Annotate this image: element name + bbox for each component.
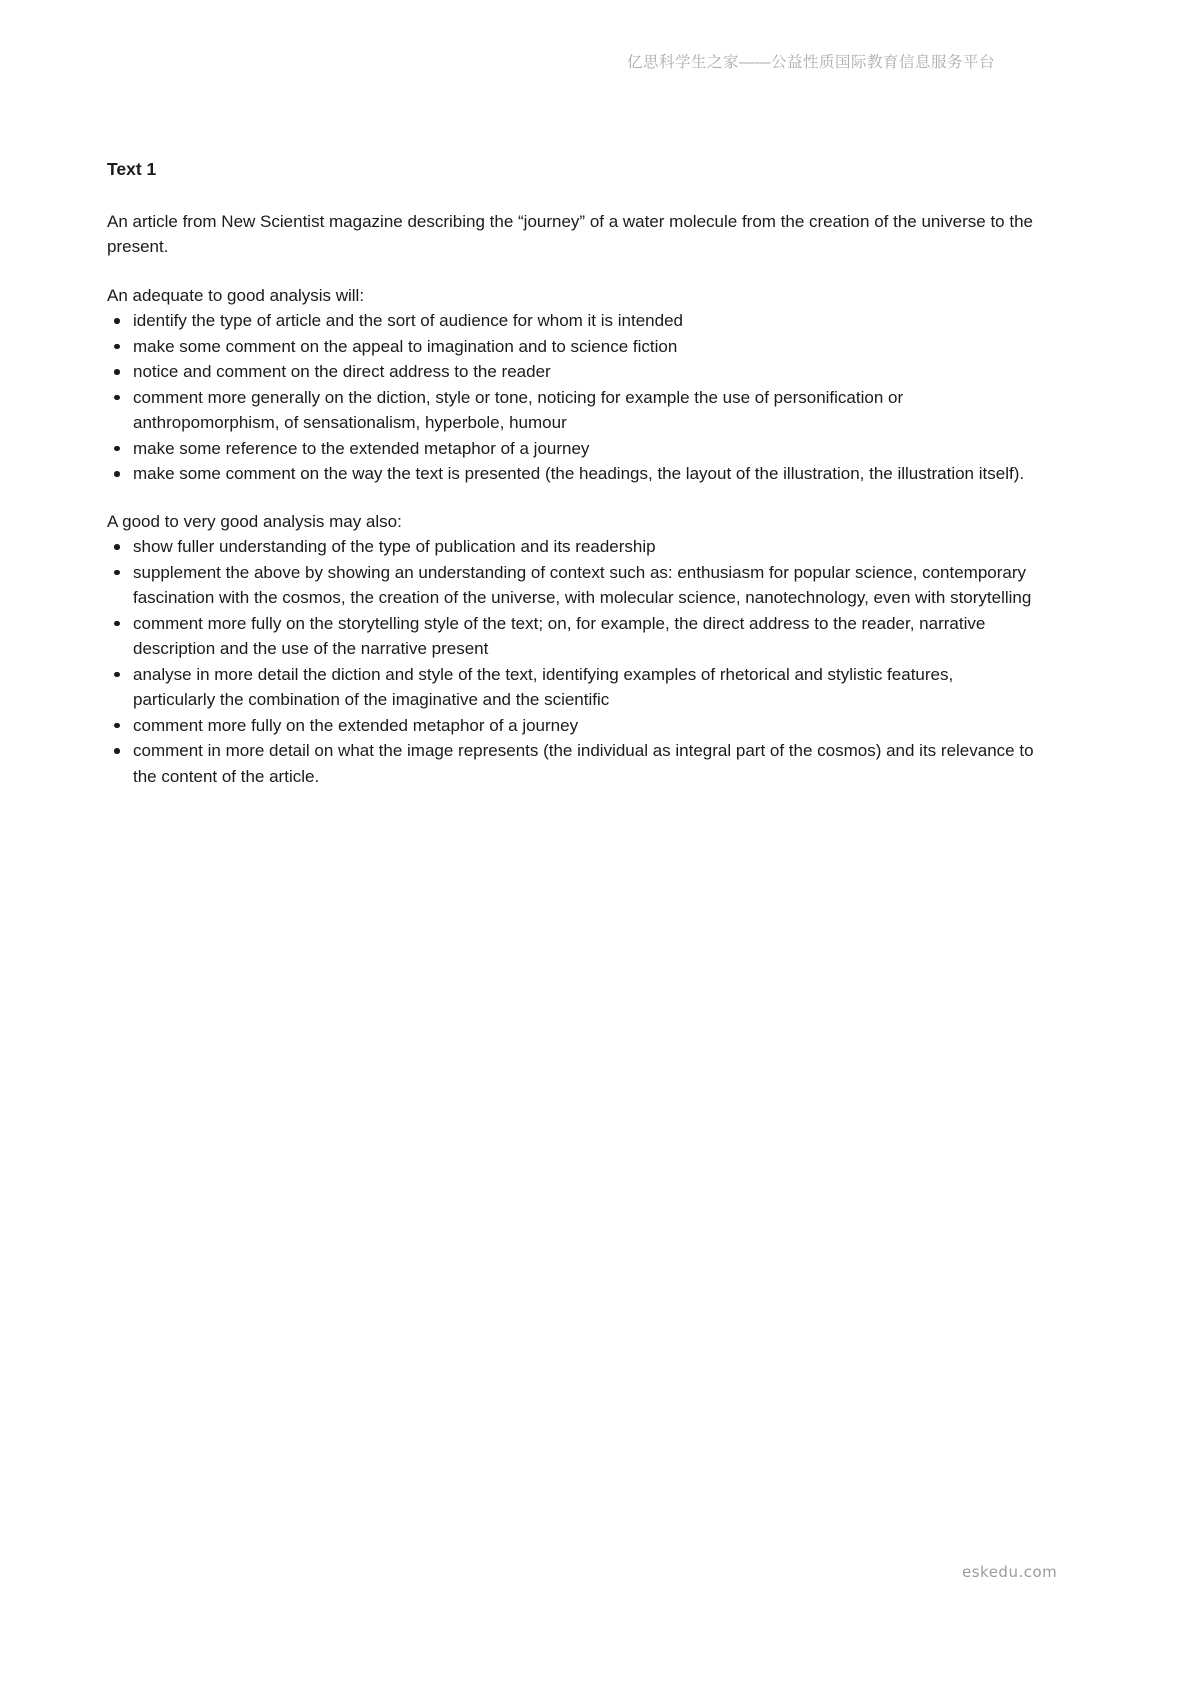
list-item: supplement the above by showing an understanding of context such as: enthusiasm for popular science, contemporary fascination with the cosmos, the creation of the universe, with molecular science, nanotechnology, even with storytelling — [107, 560, 1037, 611]
bullet-list — [107, 308, 1037, 487]
list-item: make some reference to the extended metaphor of a journey — [107, 436, 1037, 462]
section-heading: An adequate to good analysis will: — [107, 285, 365, 305]
section-good-to-very-good — [107, 509, 1037, 790]
list-item: identify the type of article and the sort of audience for whom it is intended — [107, 308, 1037, 334]
list-item: analyse in more detail the diction and style of the text, identifying examples of rhetorical and stylistic features, particularly the combination of the imaginative and the scientific — [107, 662, 1037, 713]
list-item: make some comment on the appeal to imagination and to science fiction — [107, 334, 1037, 360]
list-item: show fuller understanding of the type of publication and its readership — [107, 534, 1037, 560]
page-title: Text 1 — [107, 159, 157, 179]
section-adequate-to-good — [107, 283, 1037, 487]
list-item: comment more fully on the extended metaphor of a journey — [107, 713, 1037, 739]
list-item: comment in more detail on what the image represents (the individual as integral part of the cosmos) and its relevance to the content of the article. — [107, 738, 1037, 789]
list-item: comment more fully on the storytelling style of the text; on, for example, the direct address to the reader, narrative description and the use of the narrative present — [107, 611, 1037, 662]
list-item: make some comment on the way the text is presented (the headings, the layout of the illustration, the illustration itself). — [107, 461, 1037, 487]
intro-paragraph: An article from New Scientist magazine describing the “journey” of a water molecule from the creation of the universe to the present. — [107, 211, 1033, 256]
list-item: notice and comment on the direct address to the reader — [107, 359, 1037, 385]
header-watermark: 亿思科学生之家——公益性质国际教育信息服务平台 — [626, 54, 995, 71]
document-content — [107, 157, 1037, 789]
list-item: comment more generally on the diction, style or tone, noticing for example the use of personification or anthropomorphism, of sensationalism, hyperbole, humour — [107, 385, 1037, 436]
section-heading: A good to very good analysis may also: — [107, 511, 402, 531]
footer-watermark: eskedu.com — [962, 1563, 1058, 1581]
bullet-list — [107, 534, 1037, 789]
